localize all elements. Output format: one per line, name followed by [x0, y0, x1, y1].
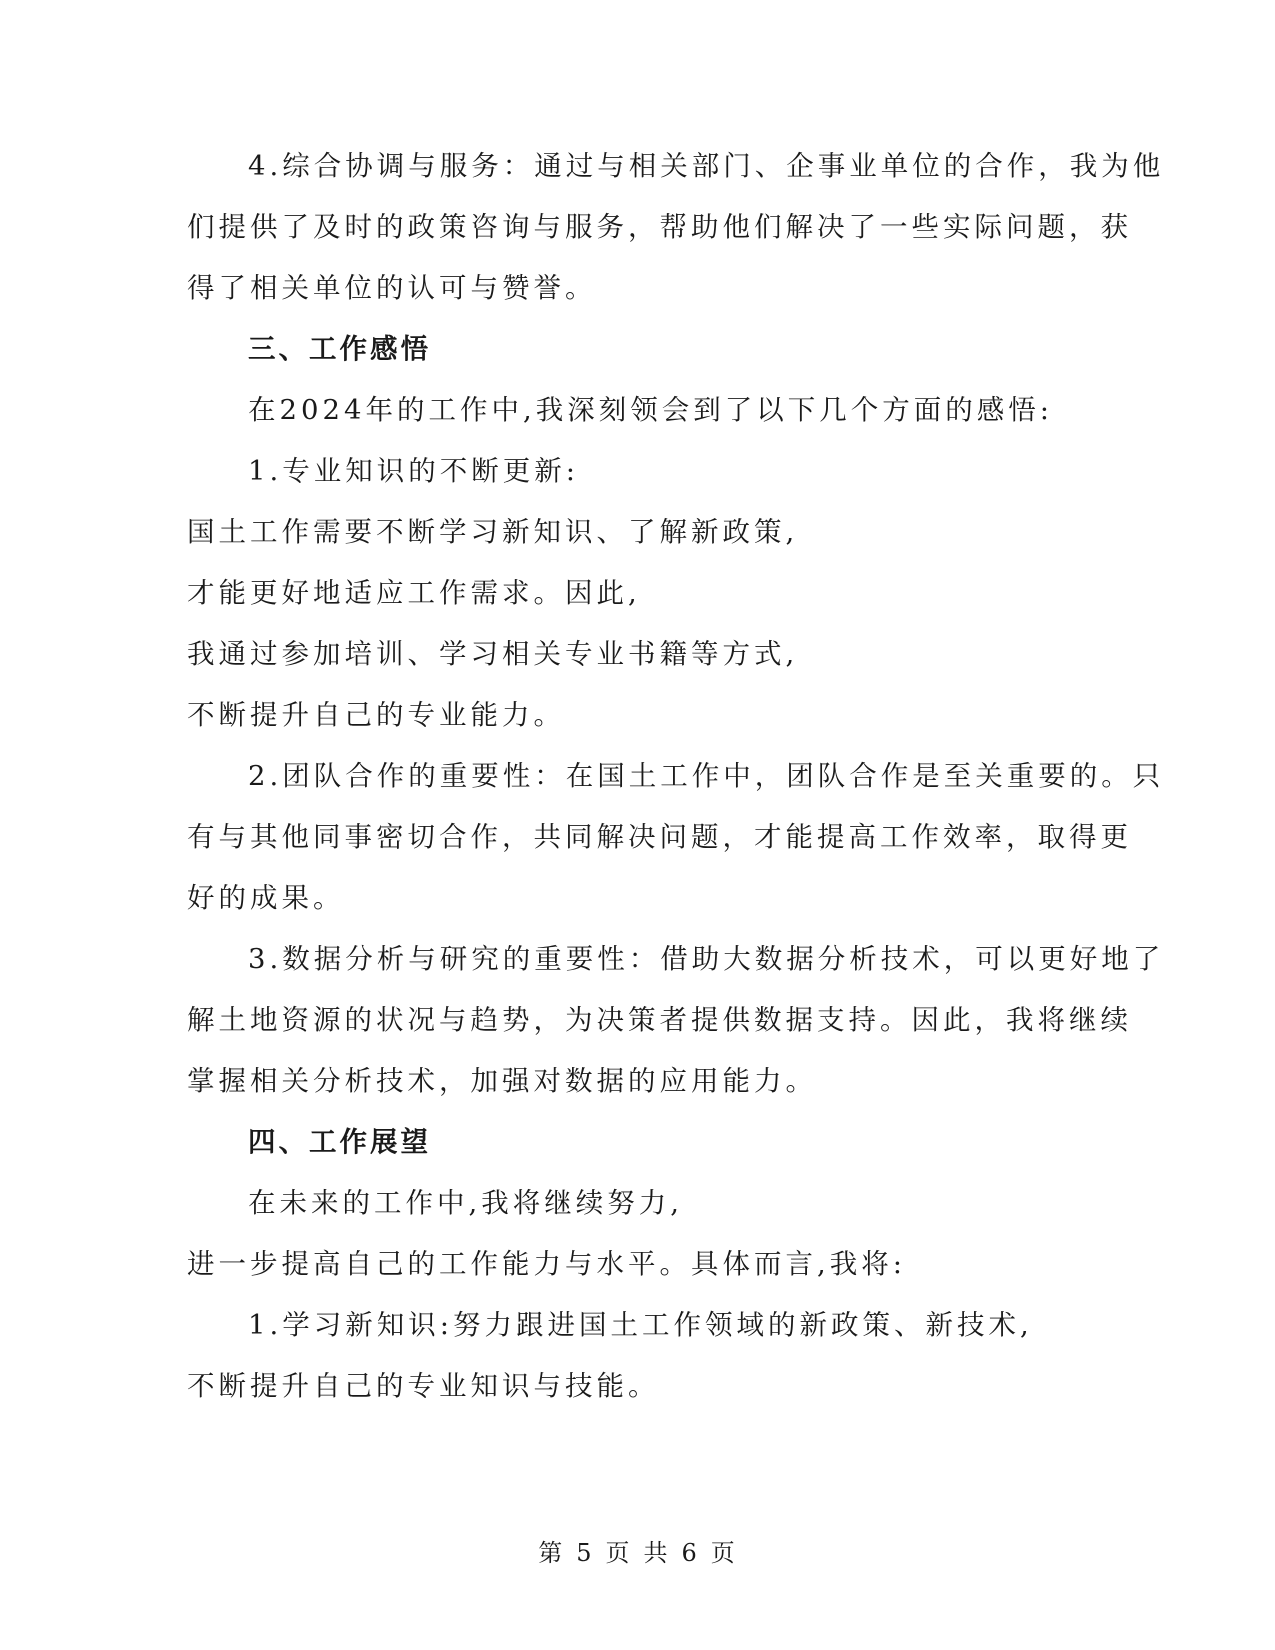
footer-label-di: 第 — [538, 1539, 565, 1567]
list-item-heading: 1.专业知识的不断更新: — [248, 455, 580, 487]
paragraph-line: 才能更好地适应工作需求。因此, — [187, 577, 641, 609]
paragraph-line: 进一步提高自己的工作能力与水平。具体而言,我将: — [187, 1248, 907, 1280]
page-footer — [0, 1536, 1275, 1570]
paragraph-line: 不断提升自己的专业能力。 — [187, 699, 565, 731]
paragraph-line: 1.学习新知识:努力跟进国土工作领域的新政策、新技术, — [248, 1309, 1033, 1341]
paragraph-line: 我通过参加培训、学习相关专业书籍等方式, — [187, 638, 799, 670]
paragraph-line: 掌握相关分析技术，加强对数据的应用能力。 — [187, 1065, 817, 1097]
paragraph-line: 在2024年的工作中,我深刻领会到了以下几个方面的感悟: — [248, 394, 1053, 426]
paragraph-line: 不断提升自己的专业知识与技能。 — [187, 1370, 660, 1402]
paragraph-line: 们提供了及时的政策咨询与服务，帮助他们解决了一些实际问题，获 — [187, 211, 1132, 243]
section-heading: 四、工作展望 — [248, 1126, 431, 1158]
footer-label-ye: 页 — [605, 1539, 632, 1567]
current-page-number: 5 — [576, 1539, 594, 1567]
total-page-number: 6 — [681, 1539, 699, 1567]
paragraph-line: 国土工作需要不断学习新知识、了解新政策, — [187, 516, 799, 548]
paragraph-line: 2.团队合作的重要性：在国土工作中，团队合作是至关重要的。只 — [248, 760, 1165, 792]
paragraph-line: 3.数据分析与研究的重要性：借助大数据分析技术，可以更好地了 — [248, 943, 1165, 975]
section-heading: 三、工作感悟 — [248, 333, 431, 365]
paragraph-line: 好的成果。 — [187, 882, 345, 914]
paragraph-line: 得了相关单位的认可与赞誉。 — [187, 272, 597, 304]
paragraph-line: 有与其他同事密切合作，共同解决问题，才能提高工作效率，取得更 — [187, 821, 1132, 853]
paragraph-line: 4.综合协调与服务：通过与相关部门、企事业单位的合作，我为他 — [248, 150, 1165, 182]
footer-label-ye2: 页 — [710, 1539, 737, 1567]
paragraph-line: 在未来的工作中,我将继续努力, — [248, 1187, 683, 1219]
paragraph-line: 解土地资源的状况与趋势，为决策者提供数据支持。因此，我将继续 — [187, 1004, 1132, 1036]
footer-label-gong: 共 — [643, 1539, 670, 1567]
